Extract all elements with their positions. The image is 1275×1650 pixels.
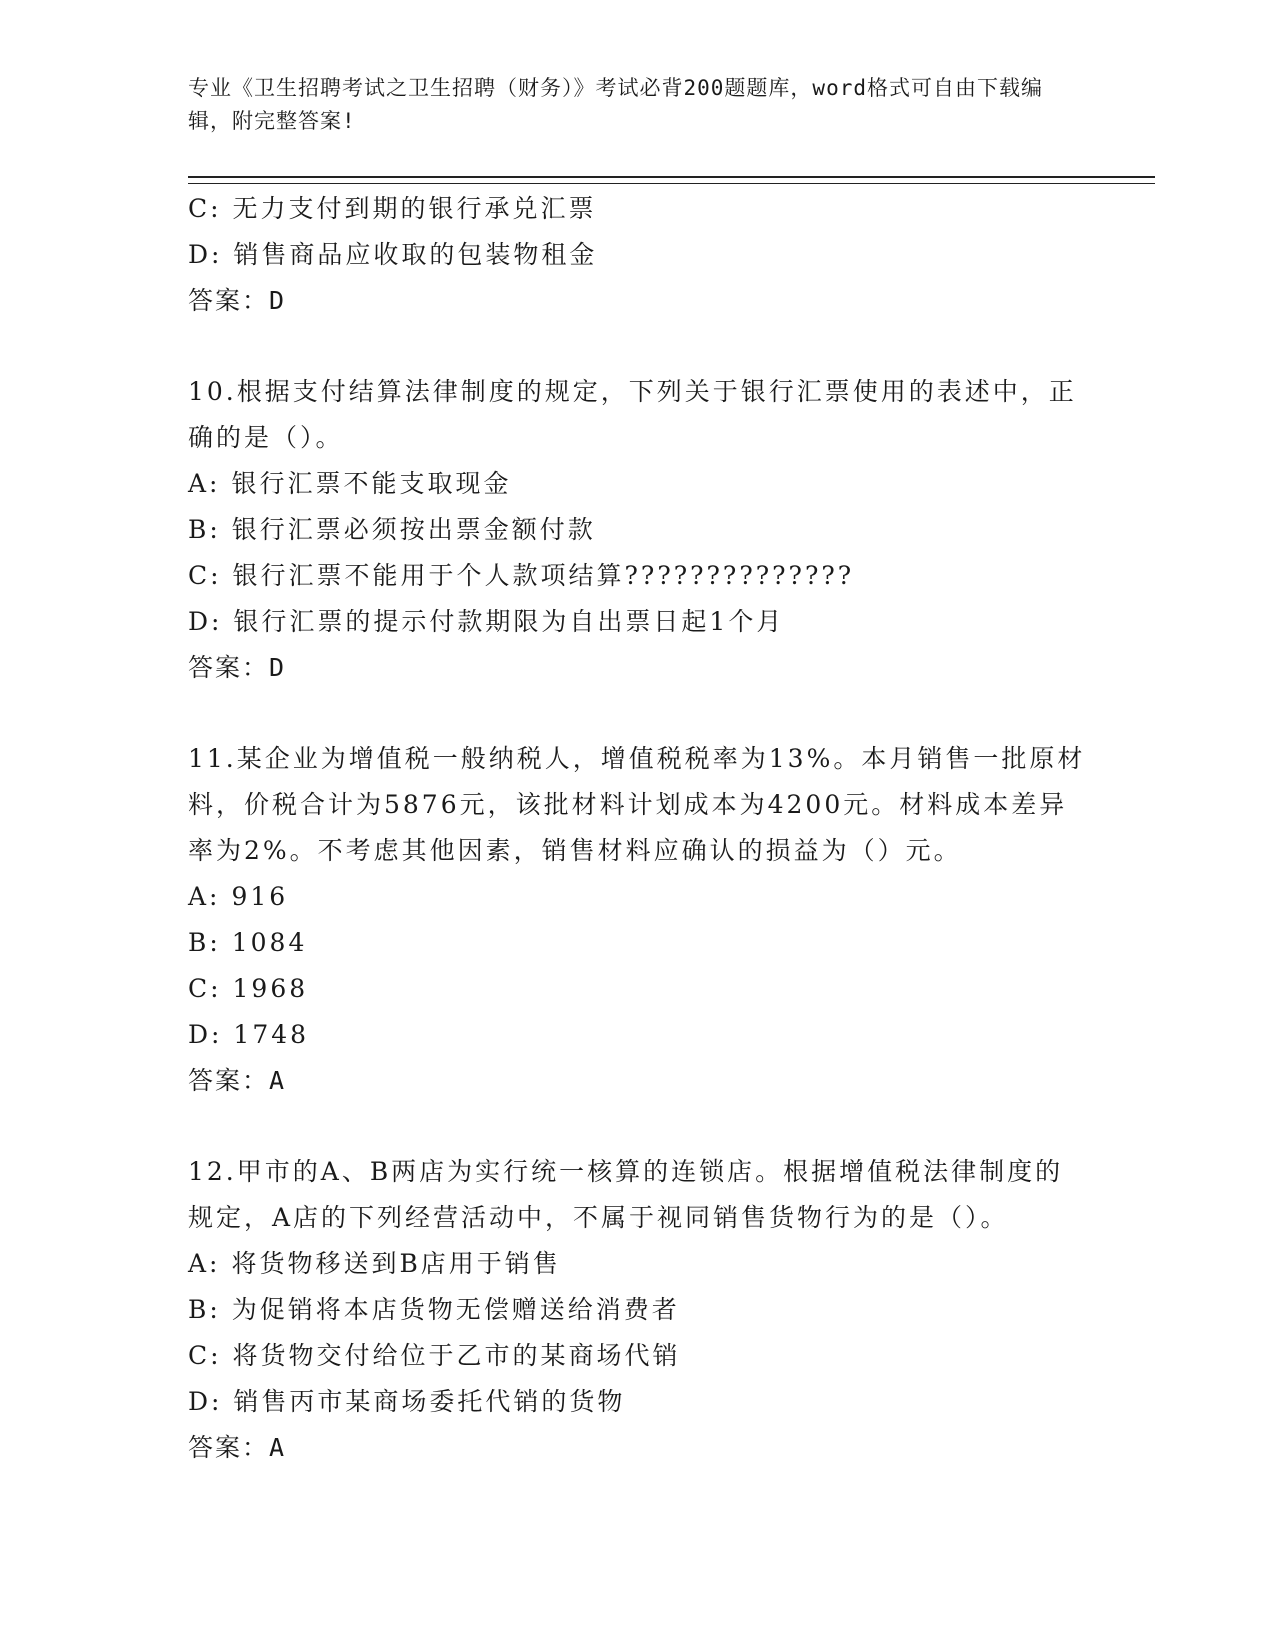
option-b: B: 为促销将本店货物无偿赠送给消费者 (188, 1295, 680, 1324)
document-header: 专业《卫生招聘考试之卫生招聘（财务）》考试必背200题题库，word格式可自由下载编辑，附完整答案! (188, 76, 1043, 133)
answer-line: 答案：A (188, 1433, 287, 1462)
question-10 (188, 369, 1088, 691)
answer-line: 答案：A (188, 1066, 287, 1095)
question-text: 12.甲市的A、B两店为实行统一核算的连锁店。根据增值税法律制度的规定，A店的下列经营活动中，不属于视同销售货物行为的是（）。 (188, 1157, 1064, 1232)
option-a: A: 银行汇票不能支取现金 (188, 469, 512, 498)
option-a: A: 916 (188, 882, 289, 911)
option-b: B: 银行汇票必须按出票金额付款 (188, 515, 596, 544)
option-b: B: 1084 (188, 928, 308, 957)
header-rule-thin (188, 183, 1155, 184)
option-c: C: 银行汇票不能用于个人款项结算?????????????? (188, 561, 855, 590)
option-c: C: 将货物交付给位于乙市的某商场代销 (188, 1341, 681, 1370)
question-list (188, 186, 1088, 1471)
question-text: 10.根据支付结算法律制度的规定，下列关于银行汇票使用的表述中，正确的是（）。 (188, 377, 1077, 452)
option-c: C: 1968 (188, 974, 309, 1003)
option-d: D: 销售商品应收取的包装物租金 (188, 240, 598, 269)
option-d: D: 销售丙市某商场委托代销的货物 (188, 1387, 626, 1416)
question-12 (188, 1149, 1088, 1471)
answer-line: 答案：D (188, 653, 287, 682)
option-d: D: 1748 (188, 1020, 310, 1049)
option-a: A: 将货物移送到B店用于销售 (188, 1249, 561, 1278)
question-9-continued (188, 186, 1088, 324)
header-rule-thick (188, 176, 1155, 178)
answer-line: 答案：D (188, 286, 287, 315)
option-c: C: 无力支付到期的银行承兑汇票 (188, 194, 597, 223)
question-text: 11.某企业为增值税一般纳税人，增值税税率为13%。本月销售一批原材料，价税合计为5876元，该批材料计划成本为4200元。材料成本差异率为2%。不考虑其他因素，销售材料应确认的损益为（）元。 (188, 744, 1086, 865)
option-d: D: 银行汇票的提示付款期限为自出票日起1个月 (188, 607, 785, 636)
question-11 (188, 736, 1088, 1104)
